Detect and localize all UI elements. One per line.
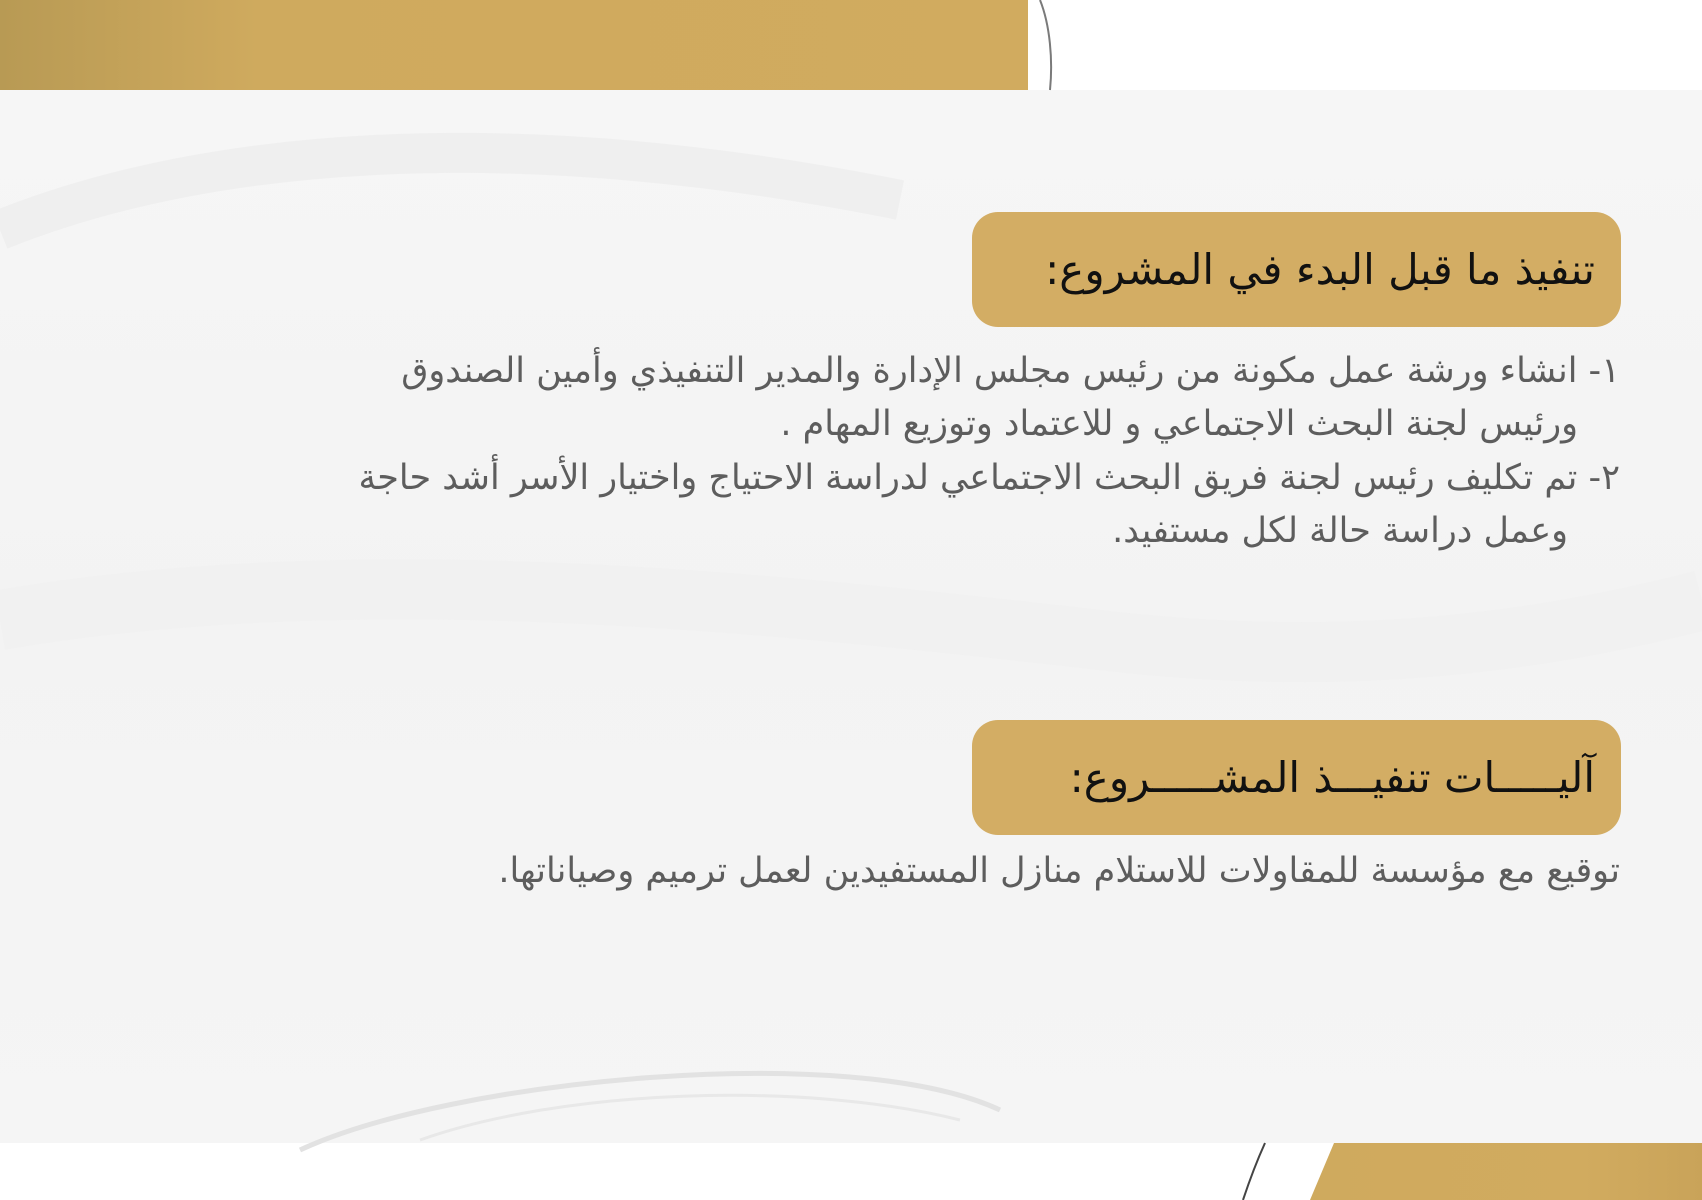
pre-execution-item-2-line-1: ٢- تم تكليف رئيس لجنة فريق البحث الاجتماعي لدراسة الاحتياج واختيار الأسر أشد حاجة	[358, 458, 1620, 498]
mechanisms-heading-pill	[972, 720, 1621, 835]
pre-execution-heading-pill	[972, 212, 1621, 327]
bottom-decorative-bar	[1310, 1143, 1702, 1200]
pre-execution-item-1-line-2: ورئيس لجنة البحث الاجتماعي و للاعتماد وتوزيع المهام .	[780, 404, 1578, 444]
pre-execution-item-2-line-2: وعمل دراسة حالة لكل مستفيد.	[1112, 511, 1568, 551]
mechanisms-heading: آليـــــات تنفيـــذ المشـــــروع:	[1069, 753, 1595, 802]
pre-execution-heading: تنفيذ ما قبل البدء في المشروع:	[1045, 245, 1595, 294]
pre-execution-item-1-line-1: ١- انشاء ورشة عمل مكونة من رئيس مجلس الإدارة والمدير التنفيذي وأمين الصندوق	[401, 351, 1620, 391]
mechanisms-text: توقيع مع مؤسسة للمقاولات للاستلام منازل المستفيدين لعمل ترميم وصياناتها.	[498, 851, 1620, 891]
top-decorative-bar	[0, 0, 1028, 90]
